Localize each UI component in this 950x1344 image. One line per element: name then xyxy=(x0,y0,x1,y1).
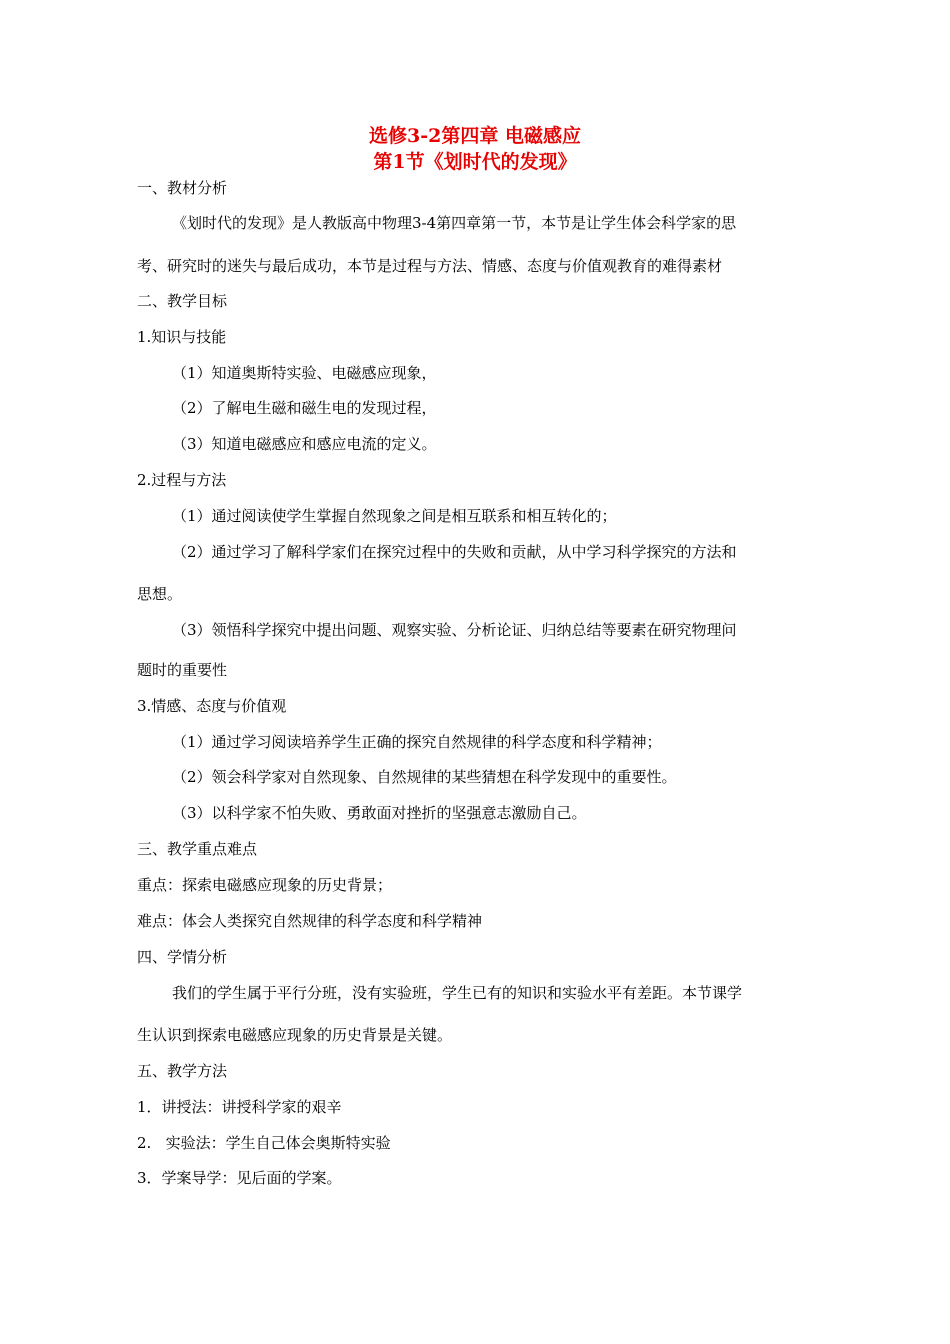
section-heading-student-analysis: 四、学情分析 xyxy=(137,948,228,966)
paragraph-text: 我们的学生属于平行分班，没有实验班，学生已有的知识和实验水平有差距。本节课学 xyxy=(172,984,743,1002)
difficult-point-text: 难点：体会人类探究自然规律的科学态度和科学精神 xyxy=(137,912,483,930)
list-item: （2）了解电生磁和磁生电的发现过程， xyxy=(172,399,437,417)
list-item: （3）以科学家不怕失败、勇敢面对挫折的坚强意志激励自己。 xyxy=(172,804,587,822)
list-item-continuation: 题时的重要性 xyxy=(137,661,228,679)
list-item: （2）领会科学家对自然现象、自然规律的某些猜想在科学发现中的重要性。 xyxy=(172,768,677,786)
section-heading-teaching-goals: 二、教学目标 xyxy=(137,292,228,310)
document-subtitle: 第1节《划时代的发现》 xyxy=(373,151,577,173)
list-item: （1）通过阅读使学生掌握自然现象之间是相互联系和相互转化的； xyxy=(172,507,617,525)
method-item: 2. 实验法：学生自己体会奥斯特实验 xyxy=(137,1134,391,1152)
list-item: （3）领悟科学探究中提出问题、观察实验、分析论证、归纳总结等要素在研究物理问 xyxy=(172,621,737,639)
method-item: 1．讲授法：讲授科学家的艰辛 xyxy=(137,1098,342,1116)
paragraph-text: 生认识到探索电磁感应现象的历史背景是关键。 xyxy=(137,1026,453,1044)
paragraph-text: 考、研究时的迷失与最后成功，本节是过程与方法、情感、态度与价值观教育的难得素材 xyxy=(137,257,723,275)
section-heading-teaching-methods: 五、教学方法 xyxy=(137,1062,228,1080)
subsection-heading: 1.知识与技能 xyxy=(137,328,227,346)
section-heading-key-points: 三、教学重点难点 xyxy=(137,840,258,858)
paragraph-text: 《划时代的发现》是人教版高中物理3-4第四章第一节，本节是让学生体会科学家的思 xyxy=(172,214,737,232)
subsection-heading: 2.过程与方法 xyxy=(137,471,227,489)
list-item: （3）知道电磁感应和感应电流的定义。 xyxy=(172,435,437,453)
subsection-heading: 3.情感、态度与价值观 xyxy=(137,697,287,715)
document-title: 选修3-2第四章 电磁感应 xyxy=(369,125,581,147)
key-point-text: 重点：探索电磁感应现象的历史背景； xyxy=(137,876,393,894)
section-heading-teaching-material: 一、教材分析 xyxy=(137,179,228,197)
method-item: 3．学案导学：见后面的学案。 xyxy=(137,1169,342,1187)
list-item-continuation: 思想。 xyxy=(137,585,183,603)
list-item: （1）知道奥斯特实验、电磁感应现象， xyxy=(172,364,437,382)
list-item: （2）通过学习了解科学家们在探究过程中的失败和贡献，从中学习科学探究的方法和 xyxy=(172,543,737,561)
list-item: （1）通过学习阅读培养学生正确的探究自然规律的科学态度和科学精神； xyxy=(172,733,662,751)
